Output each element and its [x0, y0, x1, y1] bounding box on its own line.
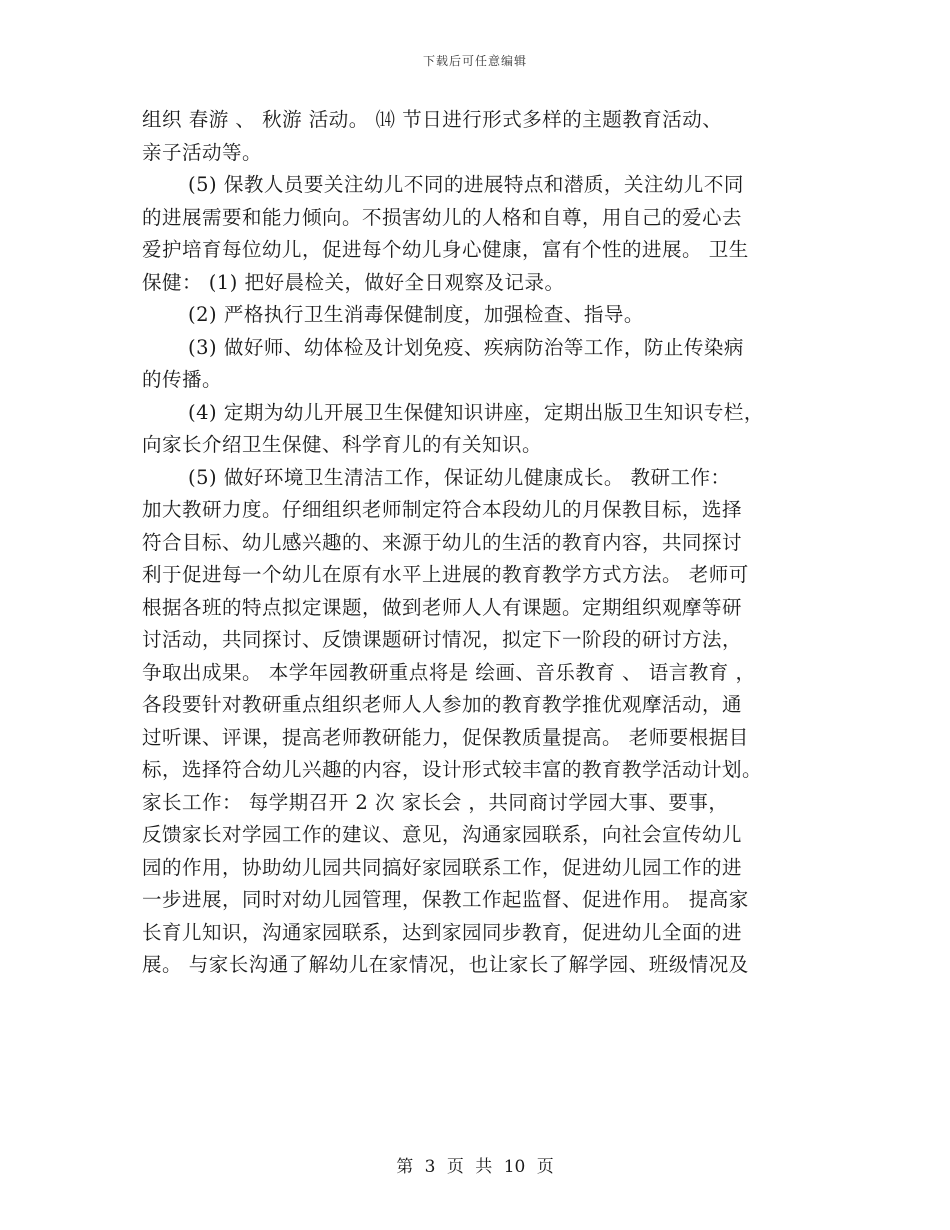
body-text [142, 104, 822, 982]
text-line: 各段要针对教研重点组织老师人人参加的教育教学推优观摩活动，通 [142, 693, 743, 716]
text-line: (3) 做好师、幼体检及计划免疫、疾病防治等工作，防止传染病 [188, 335, 744, 359]
page-header: 下载后可任意编辑 [422, 54, 527, 68]
text-line: 反馈家长对学园工作的建议、意见，沟通家园联系，向社会宣传幼儿 [142, 823, 743, 846]
text-line: 一步进展，同时对幼儿园管理，保教工作起监督、促进作用。 提高家 [142, 888, 749, 911]
text-line: 向家长介绍卫生保健、科学育儿的有关知识。 [142, 433, 543, 456]
text-line: 根据各班的特点拟定课题，做到老师人人有课题。定期组织观摩等研 [142, 595, 743, 619]
text-line: 园的作用，协助幼儿园共同搞好家园联系工作，促进幼儿园工作的进 [142, 855, 743, 879]
text-line: 长育儿知识，沟通家园联系，达到家园同步教育，促进幼儿全面的进 [142, 920, 743, 944]
text-line: 符合目标、幼儿感兴趣的、来源于幼儿的生活的教育内容，共同探讨 [142, 530, 743, 554]
text-line: (5) 保教人员要关注幼儿不同的进展特点和潜质，关注幼儿不同 [188, 173, 744, 196]
text-line: 亲子活动等。 [142, 140, 263, 164]
text-line: 的传播。 [142, 368, 223, 391]
text-line: 的进展需要和能力倾向。不损害幼儿的人格和自尊，用自己的爱心去 [142, 205, 743, 229]
text-line: (5) 做好环境卫生清洁工作，保证幼儿健康成长。 教研工作： [188, 465, 731, 489]
text-line: 组织 春游 、 秋游 活动。 ⒁ 节日进行形式多样的主题教育活动、 [142, 108, 723, 131]
text-line: 讨活动，共同探讨、反馈课题研讨情况，拟定下一阶段的研讨方法， [142, 628, 743, 651]
text-line: 争取出成果。 本学年园教研重点将是 绘画、音乐教育 、 语言教育 ， [142, 660, 756, 684]
text-line: 标，选择符合幼儿兴趣的内容，设计形式较丰富的教育教学活动计划。 [142, 758, 763, 781]
text-line: (2) 严格执行卫生消毒保健制度，加强检查、指导。 [188, 303, 644, 326]
text-line: 保健： (1) 把好晨检关，做好全日观察及记录。 [142, 270, 565, 294]
text-line: 展。 与家长沟通了解幼儿在家情况，也让家长了解学园、班级情况及 [142, 953, 749, 976]
text-line: 过听课、评课，提高老师教研能力，促保教质量提高。 老师要根据目 [142, 725, 749, 749]
text-line: 家长工作： 每学期召开 2 次 家长会 ，共同商讨学园大事、要事， [142, 790, 729, 814]
text-line: (4) 定期为幼儿开展卫生保健知识讲座，定期出版卫生知识专栏， [188, 400, 764, 424]
page-footer: 第 3 页 共 10 页 [396, 1157, 554, 1177]
text-line: 爱护培育每位幼儿，促进每个幼儿身心健康，富有个性的进展。 卫生 [142, 238, 749, 261]
text-line: 加大教研力度。仔细组织老师制定符合本段幼儿的月保教目标，选择 [142, 498, 743, 521]
text-line: 利于促进每一个幼儿在原有水平上进展的教育教学方式方法。 老师可 [142, 563, 749, 586]
